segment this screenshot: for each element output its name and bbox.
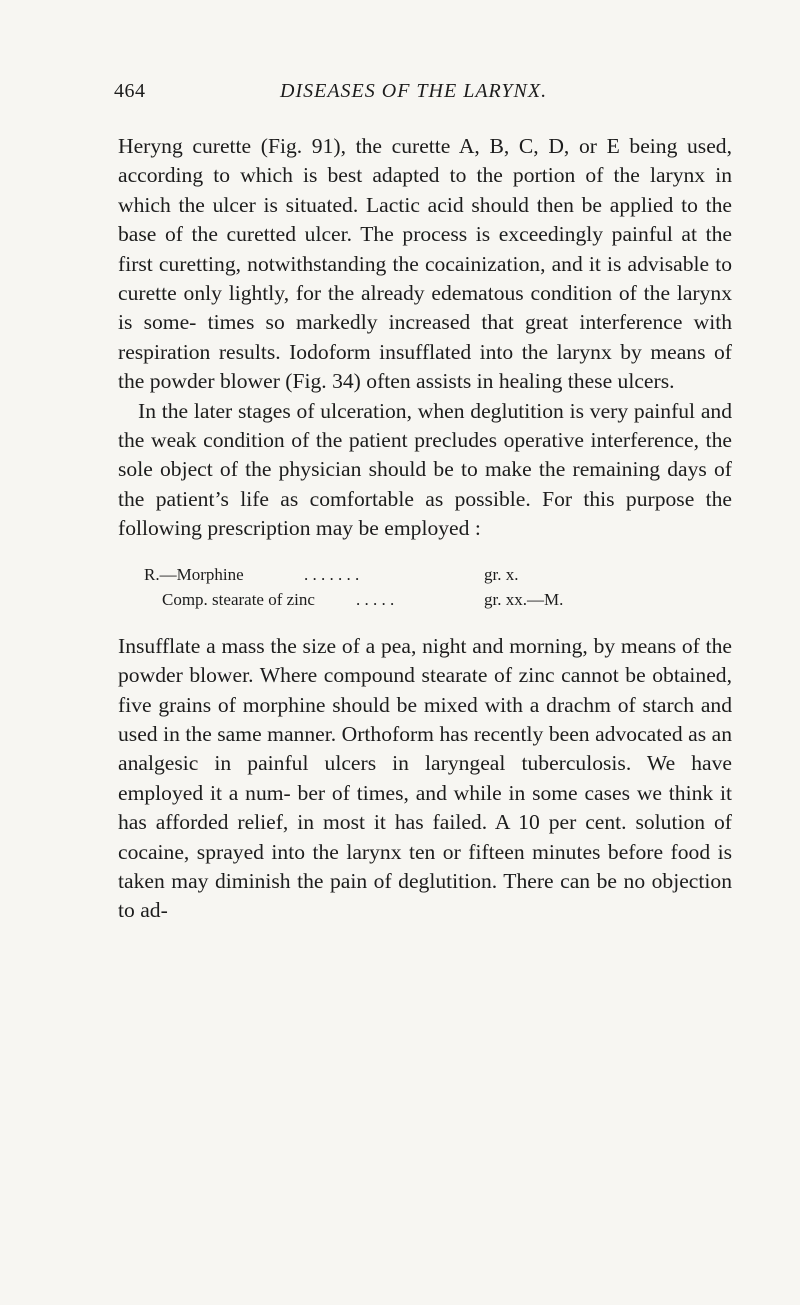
prescription-ingredient: R.—Morphine — [144, 564, 244, 584]
prescription — [144, 562, 732, 612]
paragraph-insufflate: Insufflate a mass the size of a pea, night and morning, by means of the powder blower. Where compound stearate of zinc cannot be obtained, five grains of morphine should be mixed with a drachm of starch and used in the same manner. Orthoform has recently been advocated as an analgesic in painful ulcers in laryngeal tuberculosis. We have employed it a num- ber of times, and while in some cases we think it has afforded relief, in most it has failed. A 10 per cent. solution of cocaine, sprayed into the larynx ten or fifteen minutes before food is taken may diminish the pain of deglutition. There can be no objection to ad- — [118, 633, 732, 923]
prescription-dose: gr. xx.—M. — [484, 589, 564, 609]
running-head — [114, 80, 732, 116]
prescription-ingredient: Comp. stearate of zinc — [162, 589, 315, 609]
prescription-line-zinc — [144, 587, 732, 612]
paragraph-curette: Heryng curette (Fig. 91), the curette A, B, C, D, or E being used, according to which is best adapted to the portion of the larynx in which the ulcer is situated. Lactic acid should then be applied to the base of the curetted ulcer. The process is exceedingly painful at the first curetting, notwithstanding the cocainization, and it is advisable to curette only lightly, for the already edematous condition of the larynx is some- times so markedly increased that great interference with respiration results. Iodoform insufflated into the larynx by means of the powder blower (Fig. 34) often assists in healing these ulcers. — [118, 134, 732, 394]
page-number: 464 — [114, 80, 146, 102]
prescription-line-morphine — [144, 562, 732, 587]
body-text — [118, 132, 732, 926]
prescription-leader-dots: . . . . . — [356, 589, 395, 609]
paragraph-later-stages: In the later stages of ulceration, when deglutition is very painful and the weak condition of the patient precludes operative interference, the sole object of the physician should be to make the remaining days of the patient’s life as comfortable as possible. For this purpose the following prescription may be employed : — [118, 398, 732, 541]
prescription-dose: gr. x. — [484, 564, 519, 584]
book-page — [114, 80, 732, 926]
running-title: DISEASES OF THE LARYNX. — [280, 80, 548, 102]
prescription-leader-dots: . . . . . . . — [304, 564, 360, 584]
